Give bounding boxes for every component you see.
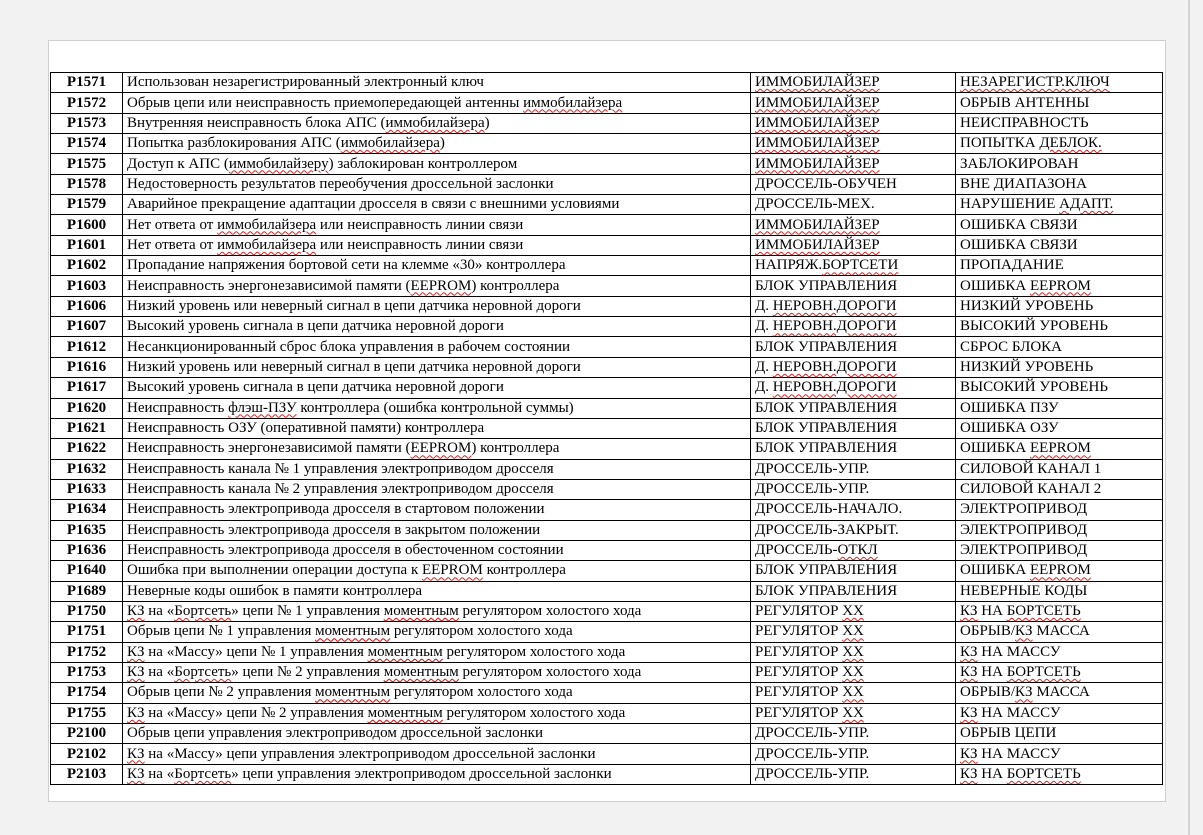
error-code-cell: P1621 xyxy=(51,418,123,438)
system-cell: РЕГУЛЯТОР ХХ xyxy=(751,683,956,703)
table-row xyxy=(51,418,1163,438)
message-cell: ЗАБЛОКИРОВАН xyxy=(956,154,1163,174)
system-cell: БЛОК УПРАВЛЕНИЯ xyxy=(751,418,956,438)
message-cell: СИЛОВОЙ КАНАЛ 2 xyxy=(956,479,1163,499)
system-cell: РЕГУЛЯТОР ХХ xyxy=(751,703,956,723)
description-cell: Попытка разблокирования АПС (иммобилайзера) xyxy=(123,134,751,154)
message-cell: ОШИБКА ОЗУ xyxy=(956,418,1163,438)
message-cell: ОБРЫВ/КЗ МАССА xyxy=(956,683,1163,703)
message-cell: НИЗКИЙ УРОВЕНЬ xyxy=(956,357,1163,377)
system-cell: ИММОБИЛАЙЗЕР xyxy=(751,154,956,174)
description-cell: Неисправность электропривода дросселя в стартовом положении xyxy=(123,500,751,520)
message-cell: НИЗКИЙ УРОВЕНЬ xyxy=(956,296,1163,316)
description-cell: Низкий уровень или неверный сигнал в цепи датчика неровной дороги xyxy=(123,357,751,377)
table-row xyxy=(51,764,1163,784)
table-row xyxy=(51,296,1163,316)
table-row xyxy=(51,744,1163,764)
system-cell: ДРОССЕЛЬ-УПР. xyxy=(751,744,956,764)
error-code-cell: P1572 xyxy=(51,93,123,113)
description-cell: Нет ответа от иммобилайзера или неисправность линии связи xyxy=(123,235,751,255)
description-cell: Недостоверность результатов переобучения дроссельной заслонки xyxy=(123,174,751,194)
table-row xyxy=(51,724,1163,744)
message-cell: ОШИБКА СВЯЗИ xyxy=(956,235,1163,255)
error-code-cell: P1603 xyxy=(51,276,123,296)
message-cell: ЭЛЕКТРОПРИВОД xyxy=(956,520,1163,540)
error-code-cell: P1755 xyxy=(51,703,123,723)
description-cell: Доступ к АПС (иммобилайзеру) заблокирован контроллером xyxy=(123,154,751,174)
message-cell: ОШИБКА EEPROM xyxy=(956,439,1163,459)
table-row xyxy=(51,601,1163,621)
error-code-cell: P1640 xyxy=(51,561,123,581)
error-code-cell: P1633 xyxy=(51,479,123,499)
table-row xyxy=(51,113,1163,133)
message-cell: НЕЗАРЕГИСТР.КЛЮЧ xyxy=(956,73,1163,93)
table-row xyxy=(51,378,1163,398)
table-row xyxy=(51,500,1163,520)
error-code-cell: P1620 xyxy=(51,398,123,418)
table-body xyxy=(51,73,1163,785)
message-cell: ВЫСОКИЙ УРОВЕНЬ xyxy=(956,378,1163,398)
system-cell: ДРОССЕЛЬ-НАЧАЛО. xyxy=(751,500,956,520)
message-cell: ВНЕ ДИАПАЗОНА xyxy=(956,174,1163,194)
description-cell: Высокий уровень сигнала в цепи датчика неровной дороги xyxy=(123,378,751,398)
system-cell: РЕГУЛЯТОР ХХ xyxy=(751,601,956,621)
message-cell: НЕИСПРАВНОСТЬ xyxy=(956,113,1163,133)
system-cell: БЛОК УПРАВЛЕНИЯ xyxy=(751,276,956,296)
description-cell: КЗ на «Массу» цепи № 2 управления моментным регулятором холостого хода xyxy=(123,703,751,723)
error-code-cell: P1573 xyxy=(51,113,123,133)
error-code-cell: P1751 xyxy=(51,622,123,642)
message-cell: ОШИБКА EEPROM xyxy=(956,276,1163,296)
window-edge xyxy=(1188,0,1190,835)
message-cell: КЗ НА МАССУ xyxy=(956,642,1163,662)
message-cell: ЭЛЕКТРОПРИВОД xyxy=(956,500,1163,520)
description-cell: Неисправность канала № 2 управления электроприводом дросселя xyxy=(123,479,751,499)
system-cell: Д. НЕРОВН.ДОРОГИ xyxy=(751,317,956,337)
description-cell: КЗ на «Массу» цепи № 1 управления моментным регулятором холостого хода xyxy=(123,642,751,662)
description-cell: Низкий уровень или неверный сигнал в цепи датчика неровной дороги xyxy=(123,296,751,316)
message-cell: ОШИБКА СВЯЗИ xyxy=(956,215,1163,235)
system-cell: ДРОССЕЛЬ-ЗАКРЫТ. xyxy=(751,520,956,540)
message-cell: КЗ НА БОРТСЕТЬ xyxy=(956,764,1163,784)
table-row xyxy=(51,215,1163,235)
description-cell: КЗ на «Бортсеть» цепи № 2 управления моментным регулятором холостого хода xyxy=(123,662,751,682)
description-cell: Обрыв цепи управления электроприводом дроссельной заслонки xyxy=(123,724,751,744)
error-code-cell: P1636 xyxy=(51,540,123,560)
description-cell: Аварийное прекращение адаптации дросселя в связи с внешними условиями xyxy=(123,195,751,215)
message-cell: КЗ НА МАССУ xyxy=(956,744,1163,764)
system-cell: Д. НЕРОВН.ДОРОГИ xyxy=(751,357,956,377)
description-cell: Нет ответа от иммобилайзера или неисправность линии связи xyxy=(123,215,751,235)
error-code-cell: P1617 xyxy=(51,378,123,398)
message-cell: ОШИБКА EEPROM xyxy=(956,561,1163,581)
system-cell: БЛОК УПРАВЛЕНИЯ xyxy=(751,561,956,581)
message-cell: НАРУШЕНИЕ АДАПТ. xyxy=(956,195,1163,215)
error-code-cell: P1635 xyxy=(51,520,123,540)
system-cell: РЕГУЛЯТОР ХХ xyxy=(751,662,956,682)
error-code-cell: P1750 xyxy=(51,601,123,621)
error-code-cell: P1600 xyxy=(51,215,123,235)
system-cell: БЛОК УПРАВЛЕНИЯ xyxy=(751,439,956,459)
error-code-cell: P1601 xyxy=(51,235,123,255)
description-cell: Неисправность флэш-ПЗУ контроллера (ошибка контрольной суммы) xyxy=(123,398,751,418)
table-row xyxy=(51,581,1163,601)
message-cell: ОБРЫВ ЦЕПИ xyxy=(956,724,1163,744)
table-row xyxy=(51,398,1163,418)
table-row xyxy=(51,662,1163,682)
error-code-cell: P1632 xyxy=(51,459,123,479)
message-cell: ОШИБКА ПЗУ xyxy=(956,398,1163,418)
message-cell: НЕВЕРНЫЕ КОДЫ xyxy=(956,581,1163,601)
error-code-cell: P1607 xyxy=(51,317,123,337)
system-cell: ДРОССЕЛЬ-УПР. xyxy=(751,479,956,499)
system-cell: ДРОССЕЛЬ-МЕХ. xyxy=(751,195,956,215)
table-row xyxy=(51,520,1163,540)
error-code-cell: P1754 xyxy=(51,683,123,703)
table-row xyxy=(51,459,1163,479)
table-row xyxy=(51,73,1163,93)
message-cell: КЗ НА МАССУ xyxy=(956,703,1163,723)
table-row xyxy=(51,622,1163,642)
system-cell: ДРОССЕЛЬ-ОТКЛ xyxy=(751,540,956,560)
table-row xyxy=(51,276,1163,296)
table-row xyxy=(51,235,1163,255)
system-cell: Д. НЕРОВН.ДОРОГИ xyxy=(751,296,956,316)
description-cell: Внутренняя неисправность блока АПС (иммобилайзера) xyxy=(123,113,751,133)
description-cell: Обрыв цепи или неисправность приемопередающей антенны иммобилайзера xyxy=(123,93,751,113)
system-cell: БЛОК УПРАВЛЕНИЯ xyxy=(751,398,956,418)
description-cell: Несанкционированный сброс блока управления в рабочем состоянии xyxy=(123,337,751,357)
message-cell: ОБРЫВ/КЗ МАССА xyxy=(956,622,1163,642)
description-cell: Неисправность ОЗУ (оперативной памяти) контроллера xyxy=(123,418,751,438)
description-cell: Пропадание напряжения бортовой сети на клемме «30» контроллера xyxy=(123,256,751,276)
error-code-cell: P1612 xyxy=(51,337,123,357)
message-cell: ВЫСОКИЙ УРОВЕНЬ xyxy=(956,317,1163,337)
table-row xyxy=(51,642,1163,662)
error-code-cell: P2102 xyxy=(51,744,123,764)
description-cell: Неверные коды ошибок в памяти контроллера xyxy=(123,581,751,601)
description-cell: КЗ на «Бортсеть» цепи управления электроприводом дроссельной заслонки xyxy=(123,764,751,784)
system-cell: ИММОБИЛАЙЗЕР xyxy=(751,93,956,113)
system-cell: ДРОССЕЛЬ-УПР. xyxy=(751,764,956,784)
system-cell: ИММОБИЛАЙЗЕР xyxy=(751,113,956,133)
table-row xyxy=(51,357,1163,377)
table-row xyxy=(51,479,1163,499)
table-row xyxy=(51,703,1163,723)
description-cell: Ошибка при выполнении операции доступа к EEPROM контроллера xyxy=(123,561,751,581)
description-cell: КЗ на «Бортсеть» цепи № 1 управления моментным регулятором холостого хода xyxy=(123,601,751,621)
error-code-cell: P2103 xyxy=(51,764,123,784)
error-code-cell: P1602 xyxy=(51,256,123,276)
error-code-cell: P1574 xyxy=(51,134,123,154)
system-cell: ИММОБИЛАЙЗЕР xyxy=(751,134,956,154)
message-cell: ПОПЫТКА ДЕБЛОК. xyxy=(956,134,1163,154)
system-cell: ИММОБИЛАЙЗЕР xyxy=(751,235,956,255)
error-code-cell: P1579 xyxy=(51,195,123,215)
message-cell: ОБРЫВ АНТЕННЫ xyxy=(956,93,1163,113)
description-cell: Обрыв цепи № 2 управления моментным регулятором холостого хода xyxy=(123,683,751,703)
system-cell: ИММОБИЛАЙЗЕР xyxy=(751,73,956,93)
error-code-cell: P1606 xyxy=(51,296,123,316)
system-cell: РЕГУЛЯТОР ХХ xyxy=(751,622,956,642)
error-code-cell: P2100 xyxy=(51,724,123,744)
error-code-cell: P1575 xyxy=(51,154,123,174)
description-cell: Неисправность электропривода дросселя в закрытом положении xyxy=(123,520,751,540)
message-cell: СИЛОВОЙ КАНАЛ 1 xyxy=(956,459,1163,479)
system-cell: ДРОССЕЛЬ-УПР. xyxy=(751,459,956,479)
message-cell: СБРОС БЛОКА xyxy=(956,337,1163,357)
table-row xyxy=(51,256,1163,276)
error-codes-table xyxy=(50,72,1163,785)
description-cell: Неисправность энергонезависимой памяти (EEPROM) контроллера xyxy=(123,439,751,459)
table-row xyxy=(51,561,1163,581)
description-cell: Неисправность энергонезависимой памяти (EEPROM) контроллера xyxy=(123,276,751,296)
system-cell: БЛОК УПРАВЛЕНИЯ xyxy=(751,581,956,601)
description-cell: Использован незарегистрированный электронный ключ xyxy=(123,73,751,93)
system-cell: РЕГУЛЯТОР ХХ xyxy=(751,642,956,662)
system-cell: НАПРЯЖ.БОРТСЕТИ xyxy=(751,256,956,276)
error-code-cell: P1571 xyxy=(51,73,123,93)
message-cell: ПРОПАДАНИЕ xyxy=(956,256,1163,276)
table-row xyxy=(51,540,1163,560)
message-cell: ЭЛЕКТРОПРИВОД xyxy=(956,540,1163,560)
error-code-cell: P1616 xyxy=(51,357,123,377)
document-page xyxy=(48,40,1166,802)
table-row xyxy=(51,154,1163,174)
table-row xyxy=(51,337,1163,357)
description-cell: Неисправность электропривода дросселя в обесточенном состоянии xyxy=(123,540,751,560)
description-cell: КЗ на «Массу» цепи управления электроприводом дроссельной заслонки xyxy=(123,744,751,764)
table-row xyxy=(51,195,1163,215)
description-cell: Высокий уровень сигнала в цепи датчика неровной дороги xyxy=(123,317,751,337)
message-cell: КЗ НА БОРТСЕТЬ xyxy=(956,601,1163,621)
error-code-cell: P1689 xyxy=(51,581,123,601)
error-code-cell: P1634 xyxy=(51,500,123,520)
system-cell: ИММОБИЛАЙЗЕР xyxy=(751,215,956,235)
system-cell: ДРОССЕЛЬ-УПР. xyxy=(751,724,956,744)
error-code-cell: P1622 xyxy=(51,439,123,459)
table-row xyxy=(51,439,1163,459)
table-row xyxy=(51,174,1163,194)
system-cell: Д. НЕРОВН.ДОРОГИ xyxy=(751,378,956,398)
description-cell: Обрыв цепи № 1 управления моментным регулятором холостого хода xyxy=(123,622,751,642)
system-cell: БЛОК УПРАВЛЕНИЯ xyxy=(751,337,956,357)
description-cell: Неисправность канала № 1 управления электроприводом дросселя xyxy=(123,459,751,479)
table-row xyxy=(51,93,1163,113)
error-code-cell: P1578 xyxy=(51,174,123,194)
message-cell: КЗ НА БОРТСЕТЬ xyxy=(956,662,1163,682)
error-code-cell: P1753 xyxy=(51,662,123,682)
error-code-cell: P1752 xyxy=(51,642,123,662)
table-row xyxy=(51,134,1163,154)
table-row xyxy=(51,317,1163,337)
table-row xyxy=(51,683,1163,703)
system-cell: ДРОССЕЛЬ-ОБУЧЕН xyxy=(751,174,956,194)
